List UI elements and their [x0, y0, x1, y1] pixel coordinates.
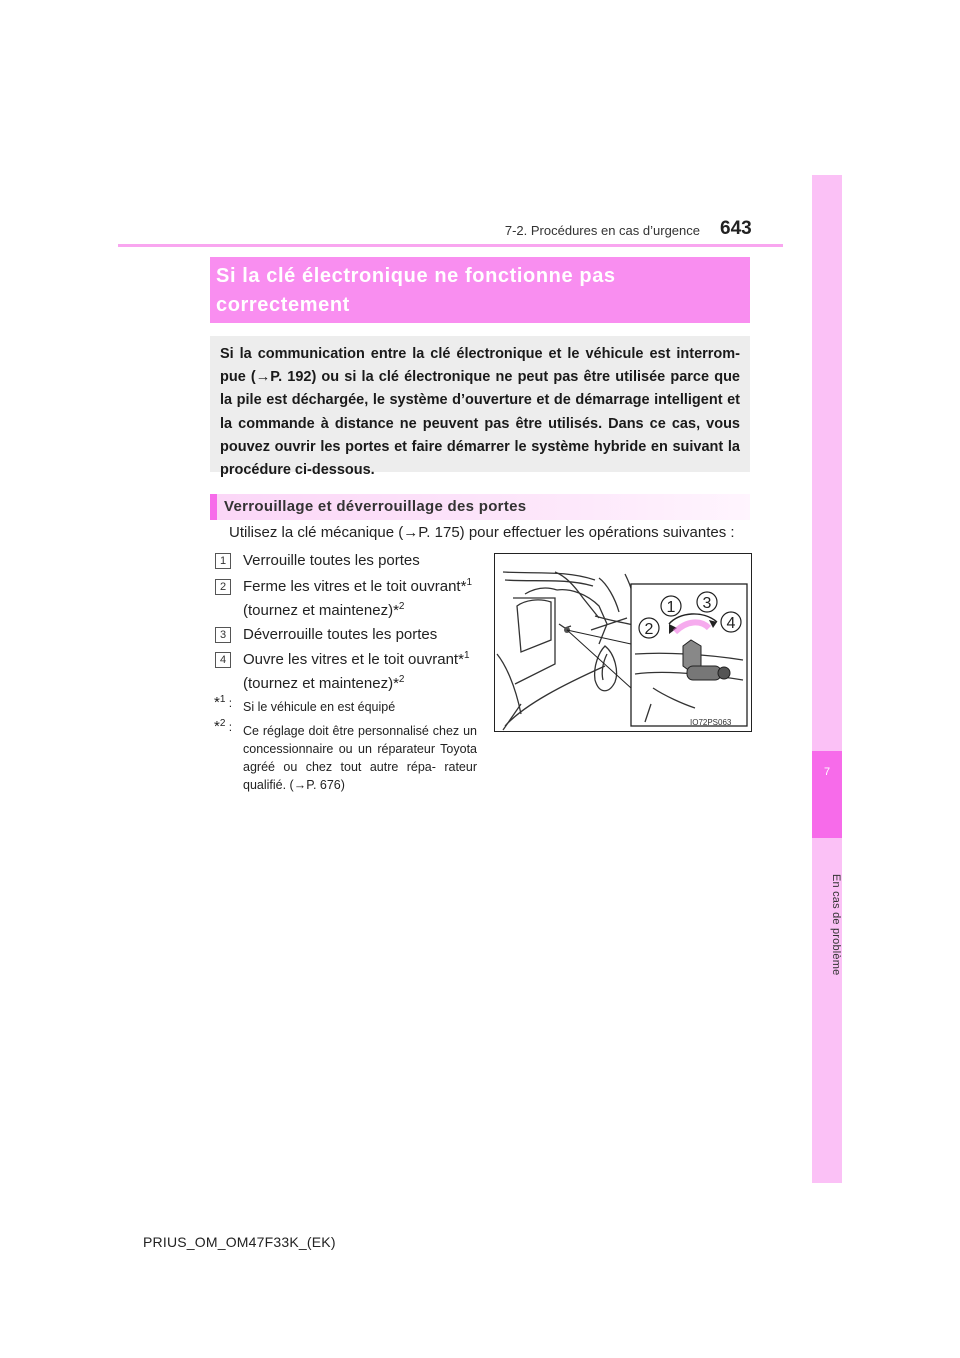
step-4-line2: (tournez et maintenez) [243, 675, 394, 692]
footnote-ref: 2 [398, 674, 405, 685]
footnote-ref: 1 [466, 577, 472, 588]
page-number: 643 [720, 218, 752, 239]
intro-text: Si la communication entre la clé électronique et le véhicule est interrom- pue (→P. 192) ou si la clé électronique ne peut pas être utilisée parce que la pile est déchargée, le système d’ouverture et de démarrage intelligent et la commande à distance ne peuvent pas être utilisés. Dans ce cas, vous pouvez ouvrir les portes et faire démarrer le système hybride en suivant la procédure ci-dessous. [220, 346, 740, 479]
illustration-label-4: 4 [726, 615, 736, 632]
illustration-code: IO72PS063 [690, 718, 732, 727]
footnote-star: * [458, 651, 464, 668]
footer-model-code: PRIUS_OM_OM47F33K_(EK) [143, 1234, 336, 1250]
step-2-text [243, 575, 472, 599]
step-number-2: 2 [215, 579, 231, 595]
footnote-star: * [393, 602, 399, 619]
footnote-2-number: 2 [219, 718, 226, 729]
step-1-text: Verrouille toutes les portes [243, 552, 420, 569]
footnote-1-number: 1 [219, 694, 226, 705]
chapter-title: En cas de problème [830, 874, 842, 976]
chapter-side-tab [812, 175, 842, 1183]
page-title: Si la clé électronique ne fonctionne pas correctement [216, 265, 616, 316]
footnote-2-text: Ce réglage doit être personnalisé chez un concessionnaire ou un réparateur Toyota agréé ou chez tout autre répa- rateur qualifié. (→P. 676) [243, 724, 477, 792]
section-title: 7-2. Procédures en cas d’urgence [504, 223, 700, 238]
footnote-1-text: Si le véhicule en est équipé [243, 700, 396, 714]
illustration-label-2: 2 [644, 621, 654, 638]
step-number-1: 1 [215, 553, 231, 569]
sub-heading: Verrouillage et déverrouillage des portes [224, 498, 527, 515]
footnote-star: * [393, 675, 399, 692]
footnote-2-mark: *$^2$ : [214, 718, 233, 735]
illustration-label-3: 3 [702, 595, 712, 612]
header-rule [118, 244, 783, 247]
step-2-line2-wrap [243, 599, 404, 623]
step-4-line2-wrap [243, 672, 404, 696]
footnote-ref: 2 [398, 601, 405, 612]
step-number-3: 3 [215, 627, 231, 643]
step-3-text: Déverrouille toutes les portes [243, 626, 438, 643]
footnote-ref: 1 [463, 650, 470, 661]
footnote-star: * [460, 578, 467, 595]
instruction-text: Utilisez la clé mécanique (→P. 175) pour effectuer les opérations suivantes : [229, 524, 735, 541]
footnote-1-mark: *$^1$ : [214, 694, 233, 711]
chapter-side-tab-active[interactable] [812, 751, 842, 838]
chapter-number: 7 [823, 766, 831, 778]
illustration-label-1: 1 [666, 599, 676, 616]
key-operation-illustration [494, 553, 752, 732]
step-2-line1: Ferme les vitres et le toit ouvrant [243, 578, 461, 595]
step-4-text [243, 648, 470, 672]
car-door-lock-drawing [495, 554, 751, 731]
step-number-4: 4 [215, 652, 231, 668]
sub-heading-accent [210, 494, 217, 520]
step-4-line1: Ouvre les vitres et le toit ouvrant [243, 651, 459, 668]
step-2-line2: (tournez et maintenez) [243, 602, 394, 619]
